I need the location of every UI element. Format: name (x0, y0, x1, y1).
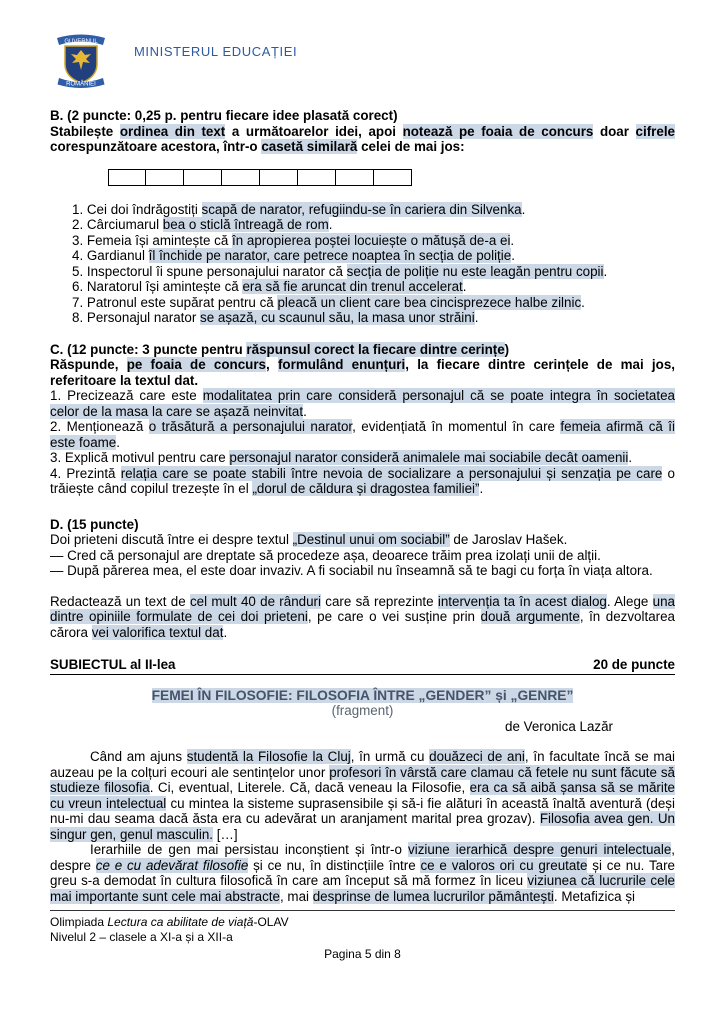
text-run: , în facultate încă se mai auzeau pe la colțuri ecouri ale sentințelor unor (50, 749, 676, 780)
text-run: Redactează un text de (50, 593, 190, 609)
text-run: și ce nu. Tare greu s-a demodat în cultura filosofică în care am început să mă formez în liceu (50, 857, 675, 888)
text-run: -OLAV (253, 915, 289, 929)
answer-box-cell (298, 169, 336, 186)
highlighted-text: „dorul de căldura și dragostea familiei” (252, 481, 480, 496)
highlighted-text: modalitatea prin care consideră personajul că se poate integra în societatea celor de la masa la care se așază neinvitat (50, 388, 675, 419)
text-run: Lectura ca abilitate de viață (107, 915, 254, 929)
text-run: 6. Naratorul își amintește că (72, 279, 243, 294)
text-run: . Metafizica și (553, 888, 635, 904)
highlighted-text: ce e cu adevărat filosofie (95, 857, 249, 873)
highlighted-text: răspunsul corect la fiecare dintre cerințe (246, 341, 505, 357)
text-run: , evidențiată în momentul în care (352, 419, 561, 434)
highlighted-text: secția de poliție nu este leagăn pentru copii (346, 263, 604, 279)
requirement-item-4 (50, 466, 675, 497)
idea-list (72, 202, 675, 326)
text-run: corespunzătoare acestora, într-o (50, 139, 262, 154)
answer-box-cell (184, 169, 222, 186)
text-run: , pe care o vei susține prin (307, 609, 481, 624)
support-text-title (50, 688, 675, 704)
text-run: C. (12 puncte: 3 puncte pentru (50, 341, 247, 357)
section-d-intro (50, 532, 675, 548)
section-d-heading: D. (15 puncte) (50, 516, 139, 532)
highlighted-text: în apropierea poștei locuiește o mătușă de-a ei (232, 232, 511, 248)
answer-box-cell (336, 169, 374, 186)
subject-2-points: 20 de puncte (593, 657, 675, 672)
requirement-item-3 (50, 450, 675, 466)
support-text (50, 688, 675, 905)
highlighted-text: îl închide pe narator, care petrece noaptea în secția de poliție (148, 248, 512, 263)
text-run: 2. Cârciumarul (72, 217, 163, 232)
highlighted-text: femeia afirmă că îi este foame (50, 419, 675, 450)
text-run: . (511, 248, 515, 263)
text-run: . Ci, eventual, Literele. Că, dacă veneau la Filosofie, (149, 780, 470, 795)
requirement-item-2 (50, 419, 675, 450)
highlighted-text: viziune ierarhică despre genuri intelectuale (408, 842, 672, 857)
idea-item-2 (72, 217, 675, 233)
text-run: 3. Explică motivul pentru care (50, 450, 230, 465)
answer-box-cell (146, 169, 184, 186)
highlighted-text: viziunea că lucrurile cele mai importante sunt cele mai abstracte (50, 873, 675, 904)
section-b-heading: B. (2 puncte: 0,25 p. pentru fiecare idee plasată corect) (50, 108, 398, 123)
footer-olympiad-line (50, 915, 675, 930)
idea-item-3 (72, 233, 675, 249)
text-run: . (223, 624, 228, 640)
text-run: 5. Inspectorul îi spune personajului narator că (72, 263, 347, 279)
highlighted-text: desprinse de lumea lucrurilor pământești (312, 888, 554, 904)
highlighted-text: ordinea din text (119, 123, 226, 139)
answer-box-cell (374, 169, 412, 186)
highlighted-text: relația care se poate stabili între nevoia de socializare a personajului și senzația pe care (120, 465, 663, 481)
text-run: 8. Personajul narator (72, 310, 201, 325)
idea-item-4 (72, 248, 675, 264)
text-run: 4. Prezintă (50, 465, 121, 481)
highlighted-text: o trăsătură a personajului narator (148, 419, 353, 434)
text-run: . (510, 232, 515, 248)
romanian-government-emblem-icon (50, 30, 112, 92)
text-run: Ierarhiile de gen mai persistau inconștient și într-o (90, 842, 409, 857)
text-run: 2. Menționează (50, 419, 149, 434)
highlighted-text: cifrele (635, 123, 675, 139)
subject-2-label: SUBIECTUL al II-lea (50, 657, 176, 672)
text-run: , (266, 357, 278, 372)
highlighted-text: „Destinul unui om sociabil” (292, 532, 450, 547)
text-run: , în urmă cu (350, 749, 430, 764)
text-run: . (603, 263, 608, 279)
text-run: — Cred că personajul are dreptate să procedeze așa, deoarece trăim prea izolați unii de alții. (50, 547, 601, 563)
footer-level-line: Nivelul 2 – clasele a XI-a și a XII-a (50, 929, 233, 944)
page-number: Pagina 5 din 8 (324, 947, 401, 961)
section-b (50, 108, 675, 326)
highlighted-text: notează pe foaia de concurs (402, 123, 594, 139)
text-run: Răspunde, (50, 357, 127, 372)
text-run: Olimpiada (50, 915, 108, 929)
text-run: […] (213, 826, 238, 842)
idea-item-5 (72, 264, 675, 280)
highlighted-text: vei valorifica textul dat (91, 624, 224, 640)
text-run: doar (593, 123, 636, 139)
highlighted-text: formulând enunțuri (277, 357, 406, 372)
section-d (50, 517, 675, 641)
highlighted-text: intervenția ta în acest dialog (437, 593, 607, 609)
requirement-item-1 (50, 388, 675, 419)
dialog-line-2 (50, 563, 675, 579)
text-run: celei de mai jos: (357, 139, 465, 154)
subject-2-header (50, 657, 675, 675)
text-run: Când am ajuns (90, 749, 187, 764)
text-run: . (479, 481, 484, 496)
author-byline: de Veronica Lazăr (505, 718, 613, 734)
answer-box-cell (222, 169, 260, 186)
fragment-label: (fragment) (331, 703, 394, 718)
highlighted-text: bea o sticlă întreagă de rom (162, 217, 329, 232)
highlighted-text: se așază, cu scaunul său, la masa unor străini (200, 310, 475, 325)
highlighted-text: FEMEI ÎN FILOSOFIE: FILOSOFIA ÎNTRE „GENDER” și „GENRE” (151, 687, 574, 703)
text-run: , la fiecare dintre cerințele de mai jos, referitoare la textul dat. (50, 357, 675, 388)
writing-task-paragraph (50, 594, 675, 641)
idea-item-7 (72, 295, 675, 311)
text-run: , în dezvoltarea cărora (50, 609, 675, 640)
answer-box-cell (108, 169, 146, 186)
text-run: ) (504, 341, 510, 357)
text-run: . (328, 217, 333, 232)
highlighted-text: una dintre opiniile formulate de cei doi prieteni (50, 593, 675, 624)
highlighted-text: două argumente (480, 609, 580, 624)
text-run: o trăiește când copilul trezește în el (50, 465, 676, 496)
text-run: și ce nu, în distincțiile între (248, 857, 421, 873)
highlighted-text: studentă la Filosofie la Cluj (186, 749, 351, 764)
section-c (50, 342, 675, 497)
text-run: . (474, 310, 479, 325)
text-run: 3. Femeia își amintește că (72, 232, 233, 248)
text-run: 4. Gardianul (72, 248, 149, 263)
highlighted-text: Filosofia avea gen. Un singur gen, genul masculin. (50, 811, 675, 842)
text-run: . (521, 201, 526, 217)
text-run: de Jaroslav Hašek. (449, 532, 568, 547)
highlighted-text: pleacă un client care bea cincisprezece halbe zilnic (277, 294, 582, 310)
highlighted-text: era ca să aibă șansa să se mărite cu vreun intelectual (50, 780, 675, 811)
section-c-instruction (50, 357, 675, 388)
document-header (50, 30, 675, 92)
text-run: a următoarelor idei, apoi (225, 123, 403, 139)
highlighted-text: casetă similară (261, 139, 358, 154)
idea-item-8 (72, 310, 675, 326)
text-run: . (628, 450, 633, 465)
text-run: Doi prieteni discută între ei despre textul (50, 532, 293, 547)
highlighted-text: cel mult 40 de rânduri (189, 593, 321, 609)
highlighted-text: scapă de narator, refugiindu-se în cariera din Silvenka (201, 201, 522, 217)
answer-box-cell (260, 169, 298, 186)
emblem-bottom-ribbon-text: ROMÂNIEI (66, 81, 96, 88)
emblem-top-ribbon-text: GUVERNUL (64, 39, 98, 46)
text-run: — După părerea mea, el este doar invaziv. A fi sociabil nu înseamnă să te bagi cu forța în viața altora. (50, 563, 653, 578)
text-run: . Alege (606, 593, 653, 609)
text-run: 1. Cei doi îndrăgostiți (72, 201, 202, 217)
highlighted-text: era să fie aruncat din trenul accelerat (242, 279, 463, 294)
section-c-heading (50, 342, 675, 358)
text-run: . (462, 279, 467, 294)
text-run: , mai (279, 888, 313, 904)
text-run: , despre (50, 842, 675, 873)
ministry-title: MINISTERUL EDUCAȚIEI (134, 44, 298, 59)
text-run: care să reprezinte (320, 593, 438, 609)
highlighted-text: pe foaia de concurs (126, 357, 266, 372)
idea-item-6 (72, 279, 675, 295)
document-footer (50, 910, 675, 962)
body-paragraph-1 (50, 749, 675, 842)
highlighted-text: ce e valoros ori cu greutate (420, 857, 588, 873)
text-run: 7. Patronul este supărat pentru că (72, 294, 278, 310)
text-run: Stabilește (50, 123, 120, 139)
highlighted-text: douăzeci de ani (429, 749, 525, 764)
text-run: . (116, 434, 120, 450)
highlighted-text: profesori în vârstă care clamau că fetele nu sunt făcute să studieze filosofia (50, 764, 676, 795)
text-run: . (581, 294, 585, 310)
idea-item-1 (72, 202, 675, 218)
body-paragraph-2 (50, 842, 675, 904)
answer-boxes-table (108, 169, 675, 186)
dialog-line-1 (50, 548, 675, 564)
text-run: . (303, 403, 307, 419)
text-run: cu mintea la sisteme suprasensibile și să-i fie alături în această înaltă aventură (deși nu-mi dau seama dacă ăsta era cu adevărat un aranjament marital prea grozav). (50, 795, 675, 826)
section-b-instruction (50, 124, 675, 155)
highlighted-text: personajul narator consideră animalele mai sociabile decât oamenii (229, 450, 629, 465)
text-run: 1. Precizează care este (50, 388, 203, 403)
